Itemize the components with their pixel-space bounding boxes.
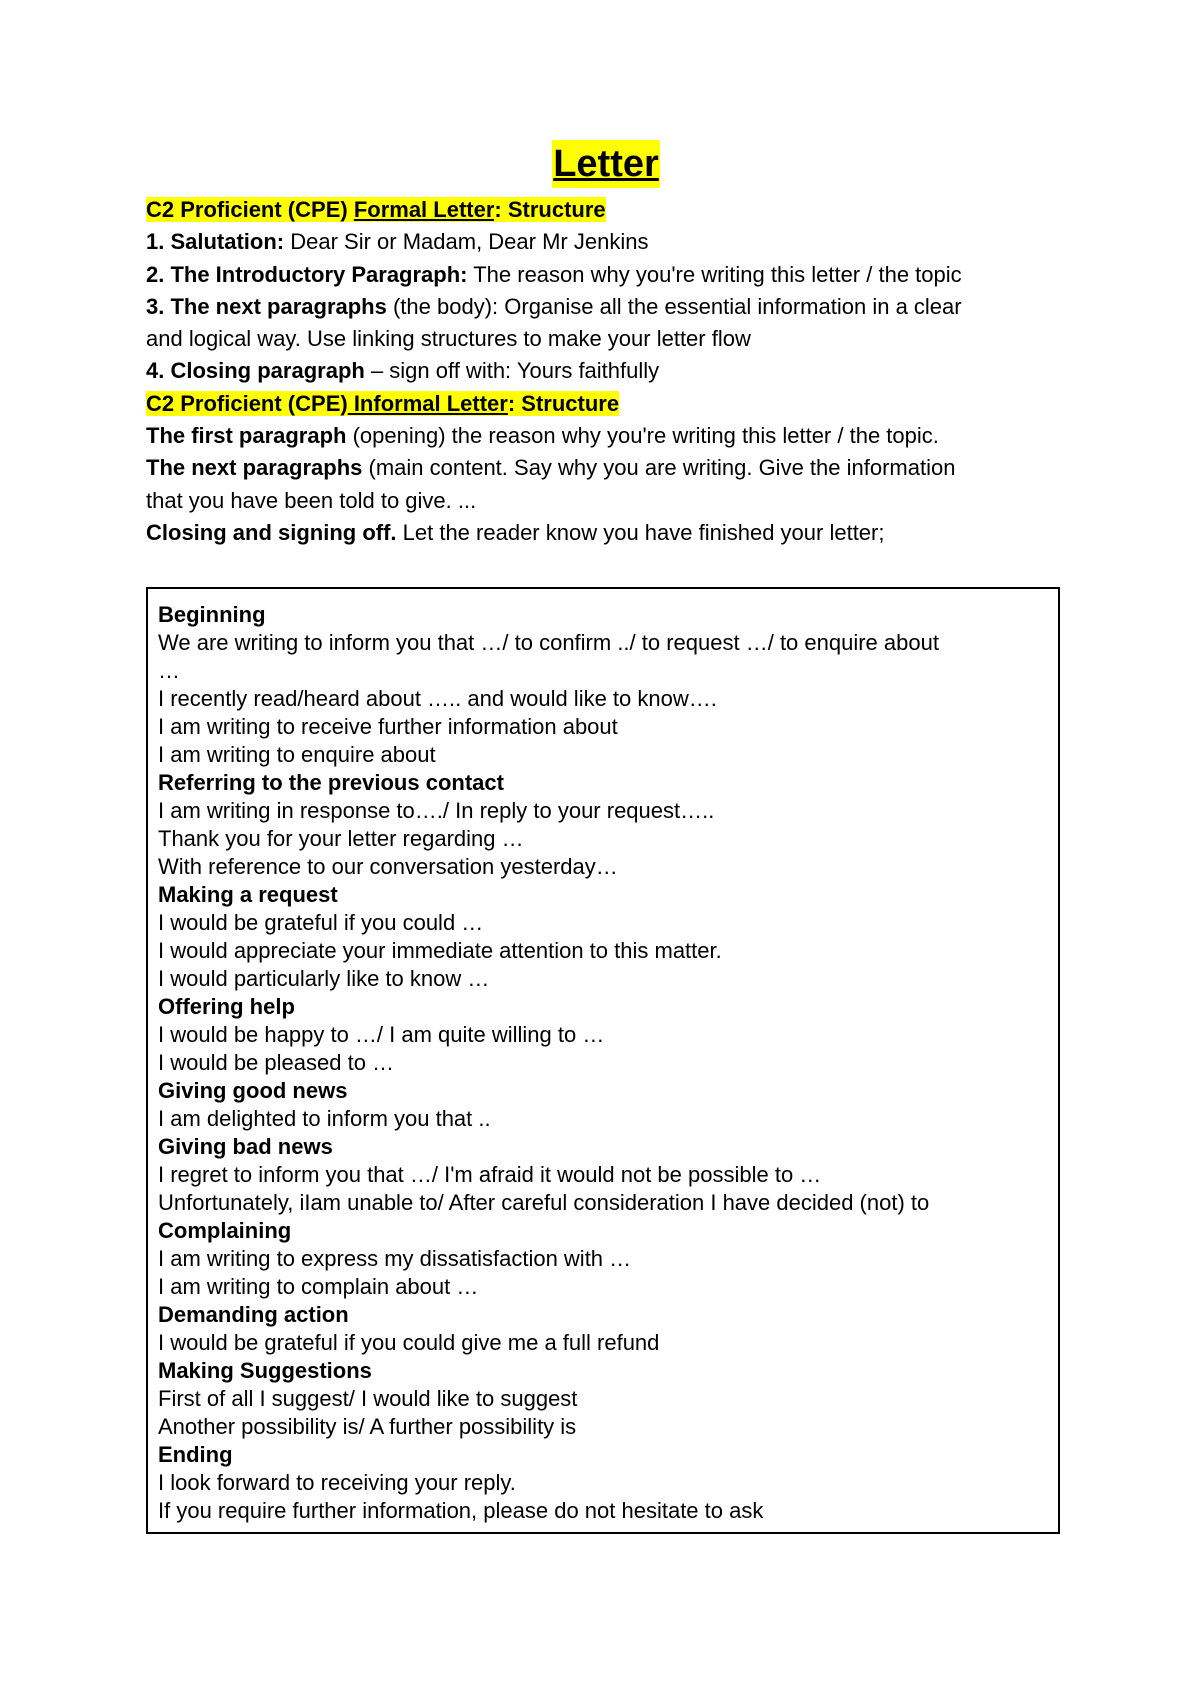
phrase-line: I am writing in response to…./ In reply to your request….. bbox=[158, 798, 715, 823]
formal-item-text: The reason why you're writing this letter / the topic bbox=[467, 261, 962, 287]
phrase-line: I would particularly like to know … bbox=[158, 966, 490, 991]
informal-heading-part2: : Structure bbox=[507, 390, 620, 416]
informal-item-text: (opening) the reason why you're writing this letter / the topic. bbox=[346, 423, 939, 449]
phrase-line: I would be happy to …/ I am quite willing to … bbox=[158, 1022, 605, 1047]
page-title: Letter bbox=[552, 140, 660, 188]
phrase-line: We are writing to inform you that …/ to confirm ../ to request …/ to enquire about bbox=[158, 630, 939, 655]
formal-item bbox=[146, 291, 1066, 323]
informal-item-label: The next paragraphs bbox=[146, 455, 363, 481]
informal-heading-part1: C2 Proficient (CPE) bbox=[146, 390, 348, 416]
phrase-line: I would be pleased to … bbox=[158, 1050, 395, 1075]
formal-item bbox=[146, 259, 1066, 291]
formal-heading-underlined: Formal Letter bbox=[353, 197, 495, 222]
formal-item-label: 1. Salutation: bbox=[146, 229, 285, 255]
phrase-line: First of all I suggest/ I would like to suggest bbox=[158, 1386, 578, 1411]
informal-item-continuation: that you have been told to give. ... bbox=[146, 487, 477, 513]
phrase-line: I would be grateful if you could give me a full refund bbox=[158, 1330, 660, 1355]
phrase-line: … bbox=[158, 658, 180, 683]
formal-item-text: – sign off with: Yours faithfully bbox=[364, 358, 660, 384]
title-wrap bbox=[146, 140, 1066, 188]
formal-item-label: 4. Closing paragraph bbox=[146, 358, 365, 384]
phrase-line: I would appreciate your immediate attention to this matter. bbox=[158, 938, 722, 963]
phrase-line: I am delighted to inform you that .. bbox=[158, 1106, 491, 1131]
letter-structure bbox=[146, 140, 1066, 549]
phrase-section-heading: Beginning bbox=[158, 602, 266, 627]
informal-item-label: The first paragraph bbox=[146, 423, 347, 449]
useful-phrases-box bbox=[146, 587, 1060, 1534]
informal-item bbox=[146, 452, 1066, 484]
formal-heading bbox=[146, 194, 1066, 226]
phrase-line: I am writing to enquire about bbox=[158, 742, 436, 767]
formal-heading-part1: C2 Proficient (CPE) bbox=[146, 197, 354, 222]
formal-item bbox=[146, 226, 1066, 258]
phrase-line: I would be grateful if you could … bbox=[158, 910, 484, 935]
informal-item-text: (main content. Say why you are writing. Give the information bbox=[362, 455, 956, 481]
phrase-line: With reference to our conversation yesterday… bbox=[158, 854, 618, 879]
phrase-line: Thank you for your letter regarding … bbox=[158, 826, 524, 851]
formal-item-label: 2. The Introductory Paragraph: bbox=[146, 261, 468, 287]
informal-heading-underlined: Informal Letter bbox=[347, 390, 508, 416]
formal-heading-part2: : Structure bbox=[494, 197, 606, 222]
formal-item-label: 3. The next paragraphs bbox=[146, 293, 387, 319]
phrase-section-heading: Ending bbox=[158, 1442, 233, 1467]
phrase-line: I am writing to express my dissatisfaction with … bbox=[158, 1246, 632, 1271]
phrase-line: Another possibility is/ A further possibility is bbox=[158, 1414, 577, 1439]
informal-item bbox=[146, 517, 1066, 549]
phrase-line: I look forward to receiving your reply. bbox=[158, 1470, 516, 1495]
phrase-section-heading: Making Suggestions bbox=[158, 1358, 372, 1383]
formal-item-text: Dear Sir or Madam, Dear Mr Jenkins bbox=[284, 229, 649, 255]
phrase-section-heading: Offering help bbox=[158, 994, 295, 1019]
formal-item-text: (the body): Organise all the essential information in a clear bbox=[386, 293, 962, 319]
informal-item bbox=[146, 420, 1066, 452]
phrase-line: I am writing to complain about … bbox=[158, 1274, 479, 1299]
phrase-line: I recently read/heard about ….. and would like to know…. bbox=[158, 686, 717, 711]
phrase-section-heading: Making a request bbox=[158, 882, 338, 907]
phrase-section-heading: Referring to the previous contact bbox=[158, 770, 504, 795]
phrase-section-heading: Demanding action bbox=[158, 1302, 349, 1327]
phrase-line: Unfortunately, iIam unable to/ After careful consideration I have decided (not) to bbox=[158, 1190, 930, 1215]
informal-heading bbox=[146, 388, 1066, 420]
phrase-line: If you require further information, please do not hesitate to ask bbox=[158, 1498, 764, 1523]
phrase-section-heading: Giving good news bbox=[158, 1078, 348, 1103]
formal-item bbox=[146, 355, 1066, 387]
phrase-section-heading: Giving bad news bbox=[158, 1134, 333, 1159]
formal-item-continuation: and logical way. Use linking structures to make your letter flow bbox=[146, 326, 751, 352]
informal-item-text: Let the reader know you have finished your letter; bbox=[396, 519, 885, 545]
informal-item-label: Closing and signing off. bbox=[146, 519, 397, 545]
phrase-line: I regret to inform you that …/ I'm afraid it would not be possible to … bbox=[158, 1162, 822, 1187]
phrase-section-heading: Complaining bbox=[158, 1218, 292, 1243]
phrase-line: I am writing to receive further information about bbox=[158, 714, 618, 739]
